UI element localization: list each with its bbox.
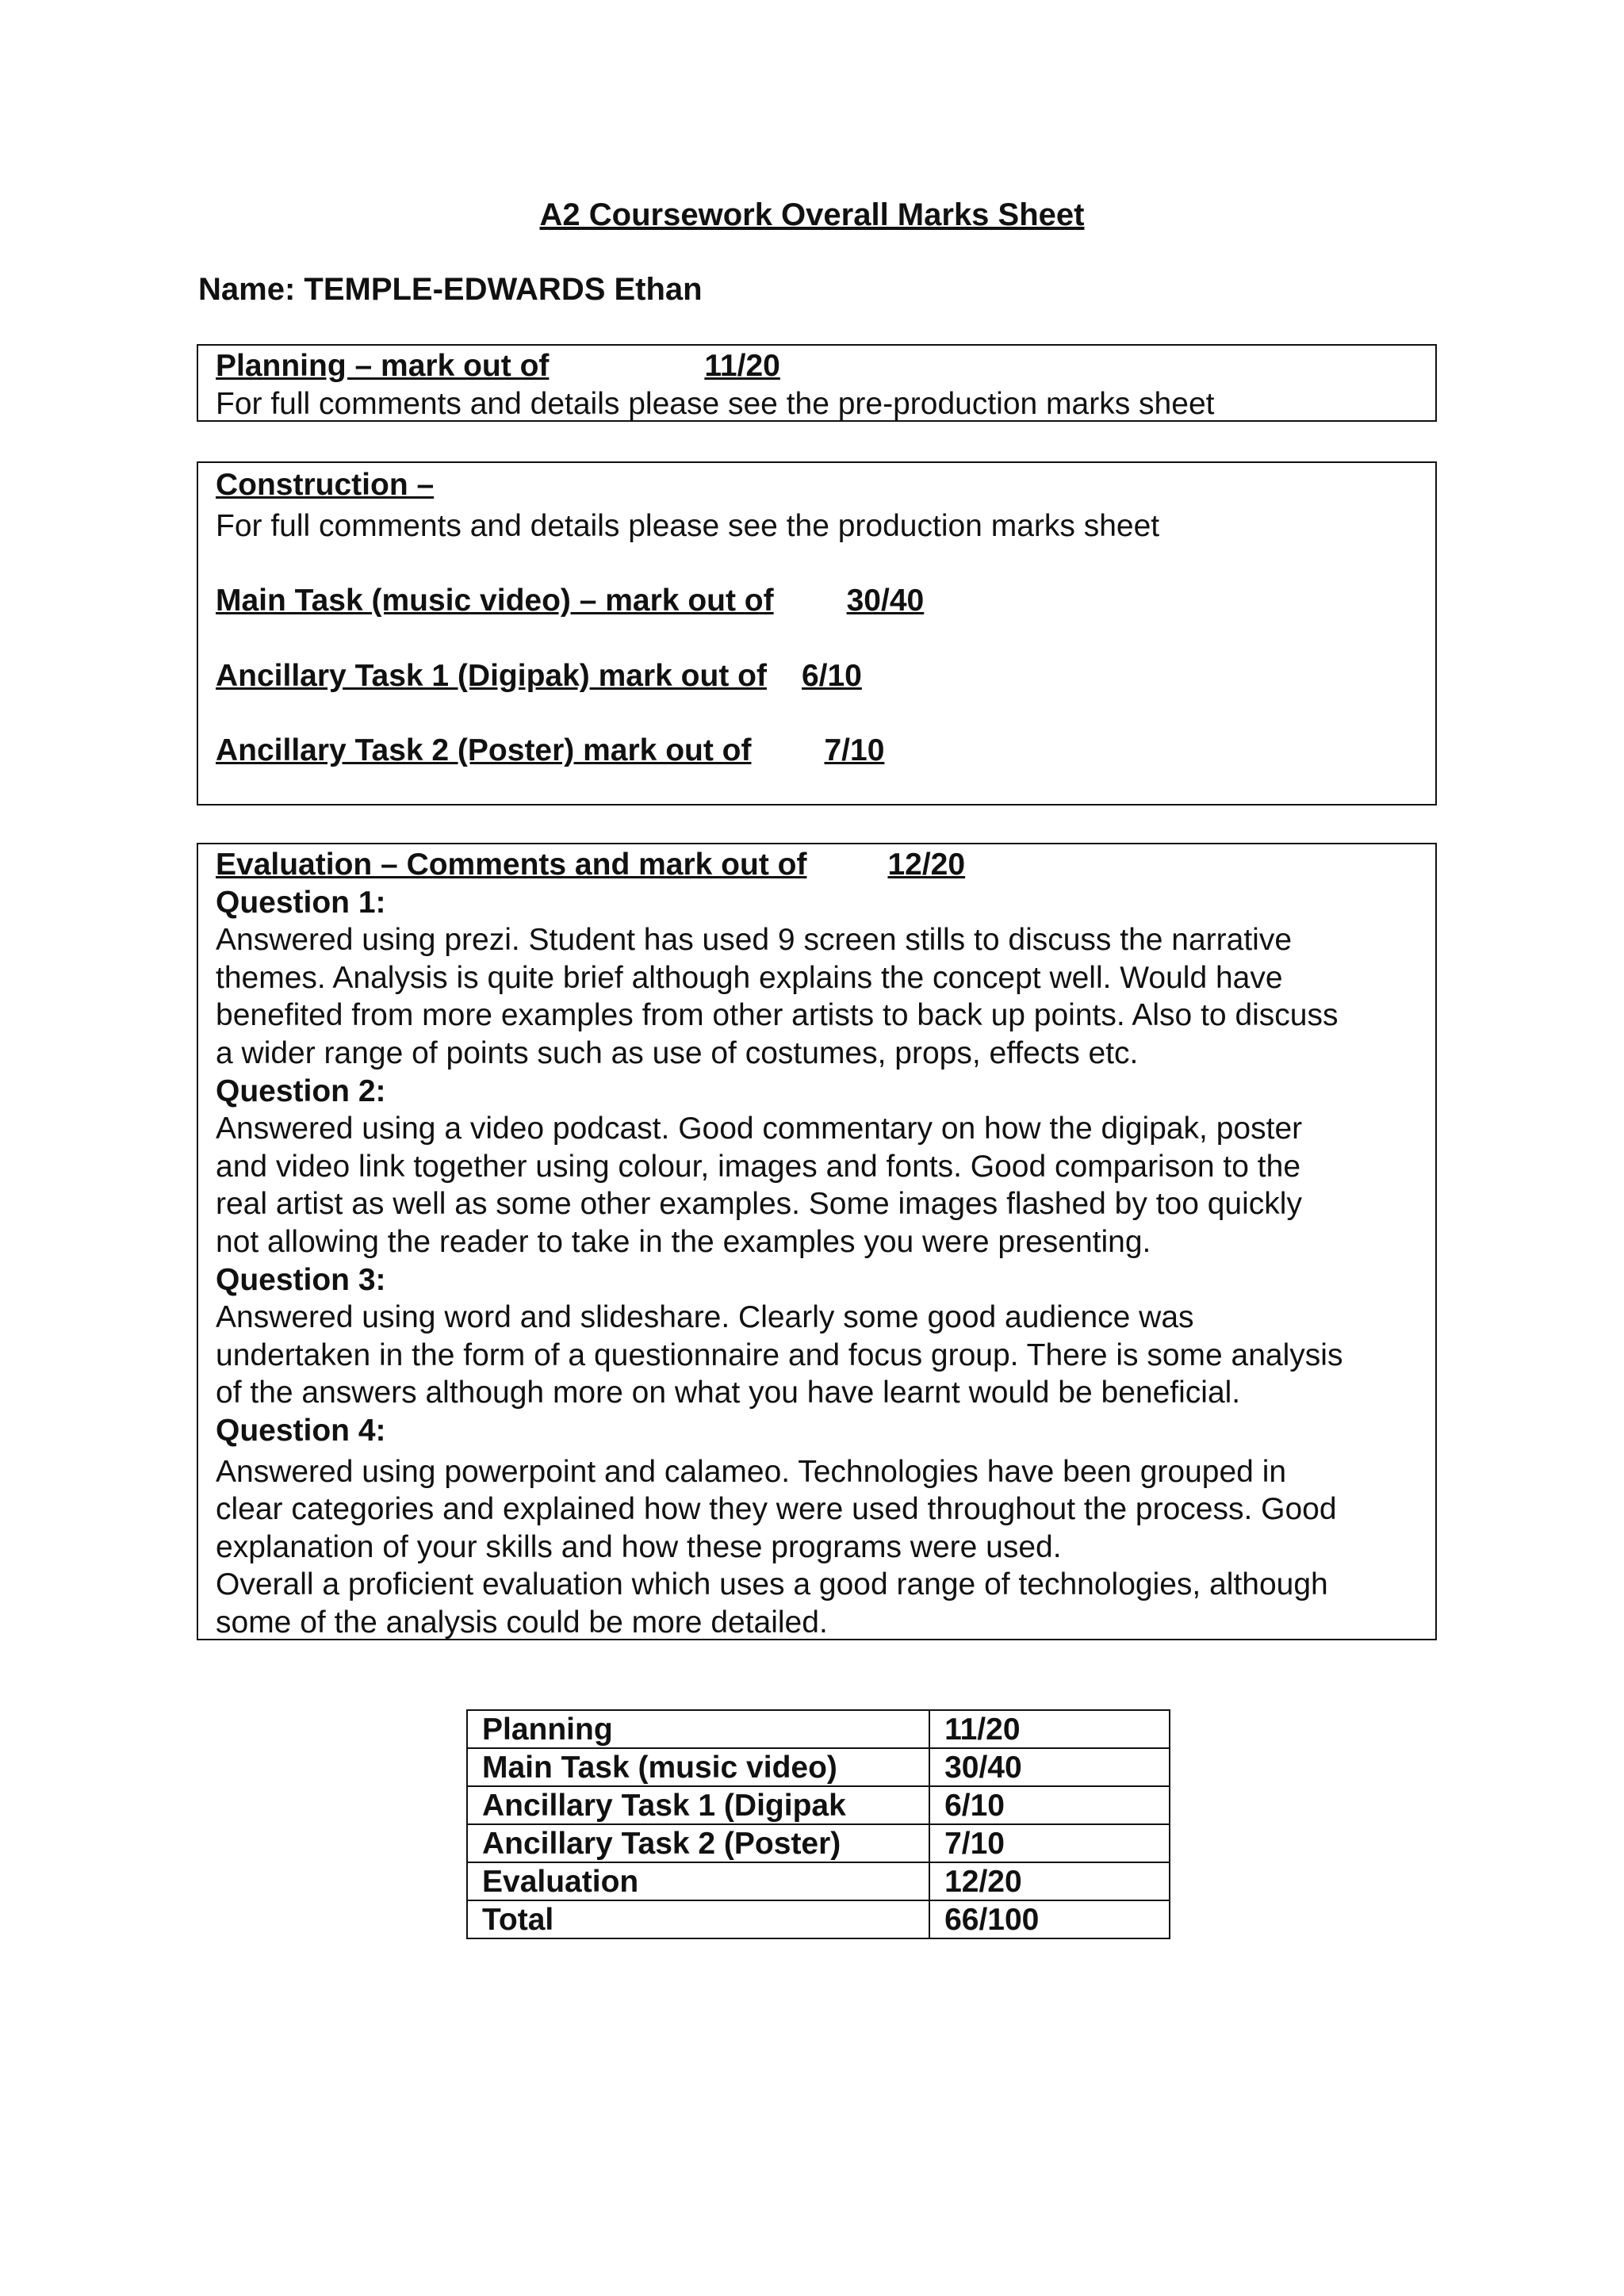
table-row — [467, 1862, 1170, 1900]
page-title: A2 Coursework Overall Marks Sheet — [539, 197, 1085, 232]
table-row — [467, 1900, 1170, 1938]
summary-label: Ancillary Task 2 (Poster) — [467, 1824, 929, 1862]
summary-label: Evaluation — [467, 1862, 929, 1900]
question-1-line: a wider range of points such as use of costumes, props, effects etc. — [216, 1035, 1139, 1070]
table-row — [467, 1824, 1170, 1862]
summary-label: Ancillary Task 1 (Digipak — [467, 1786, 929, 1824]
summary-label: Planning — [467, 1710, 929, 1748]
planning-comment: For full comments and details please see the pre-production marks sheet — [216, 386, 1215, 421]
table-row — [467, 1710, 1170, 1748]
overall-comment-line: Overall a proficient evaluation which uses a good range of technologies, although — [216, 1567, 1328, 1602]
ancillary-task-2-label: Ancillary Task 2 (Poster) mark out of — [216, 733, 752, 768]
question-3-line: of the answers although more on what you have learnt would be beneficial. — [216, 1376, 1241, 1410]
question-2-line: real artist as well as some other examples. Some images flashed by too quickly — [216, 1187, 1302, 1222]
question-2-line: Answered using a video podcast. Good commentary on how the digipak, poster — [216, 1112, 1303, 1146]
summary-mark: 30/40 — [929, 1748, 1170, 1786]
summary-label: Main Task (music video) — [467, 1748, 929, 1786]
evaluation-mark: 12/20 — [887, 848, 966, 882]
ancillary-task-2-mark: 7/10 — [824, 733, 885, 768]
overall-comment-line: some of the analysis could be more detailed. — [216, 1605, 828, 1640]
question-2-label: Question 2: — [216, 1073, 386, 1108]
construction-heading: Construction – — [216, 468, 435, 502]
main-task-line — [216, 582, 1418, 620]
question-1-label: Question 1: — [216, 885, 386, 920]
summary-total-mark: 66/100 — [929, 1900, 1170, 1938]
question-4-line: Answered using powerpoint and calameo. Technologies have been grouped in — [216, 1454, 1287, 1489]
question-1-line: themes. Analysis is quite brief although explains the concept well. Would have — [216, 960, 1283, 995]
question-3-label: Question 3: — [216, 1262, 386, 1297]
question-2-line: not allowing the reader to take in the examples you were presenting. — [216, 1224, 1151, 1259]
construction-section — [197, 461, 1437, 806]
question-4-label: Question 4: — [216, 1413, 386, 1448]
summary-mark: 7/10 — [929, 1824, 1170, 1862]
summary-mark: 11/20 — [929, 1710, 1170, 1748]
planning-section — [197, 344, 1437, 422]
summary-total-label: Total — [467, 1900, 929, 1938]
question-1-line: Answered using prezi. Student has used 9 screen stills to discuss the narrative — [216, 923, 1293, 958]
question-3-line: Answered using word and slideshare. Clearly some good audience was — [216, 1300, 1194, 1335]
question-4-line: explanation of your skills and how these programs were used. — [216, 1529, 1062, 1564]
summary-mark: 6/10 — [929, 1786, 1170, 1824]
question-4-line: clear categories and explained how they were used throughout the process. Good — [216, 1492, 1337, 1527]
student-name: Name: TEMPLE-EDWARDS Ethan — [198, 272, 703, 307]
planning-mark: 11/20 — [704, 349, 780, 383]
table-row — [467, 1786, 1170, 1824]
question-1-line: benefited from more examples from other artists to back up points. Also to discuss — [216, 998, 1339, 1033]
main-task-mark: 30/40 — [846, 584, 925, 618]
planning-heading — [216, 347, 1418, 385]
evaluation-section — [197, 843, 1437, 1640]
ancillary-task-2-line — [216, 732, 1418, 770]
marks-summary-table — [466, 1709, 1170, 1939]
table-row — [467, 1748, 1170, 1786]
evaluation-heading-label: Evaluation – Comments and mark out of — [216, 848, 807, 882]
ancillary-task-1-mark: 6/10 — [801, 658, 862, 693]
construction-comment: For full comments and details please see the production marks sheet — [216, 508, 1160, 543]
summary-mark: 12/20 — [929, 1862, 1170, 1900]
main-task-label: Main Task (music video) – mark out of — [216, 584, 774, 618]
question-2-line: and video link together using colour, images and fonts. Good comparison to the — [216, 1149, 1301, 1184]
ancillary-task-1-label: Ancillary Task 1 (Digipak) mark out of — [216, 658, 767, 693]
question-3-line: undertaken in the form of a questionnaire and focus group. There is some analysis — [216, 1337, 1343, 1372]
ancillary-task-1-line — [216, 657, 1418, 695]
planning-heading-label: Planning – mark out of — [216, 349, 550, 383]
evaluation-heading — [216, 846, 1418, 884]
